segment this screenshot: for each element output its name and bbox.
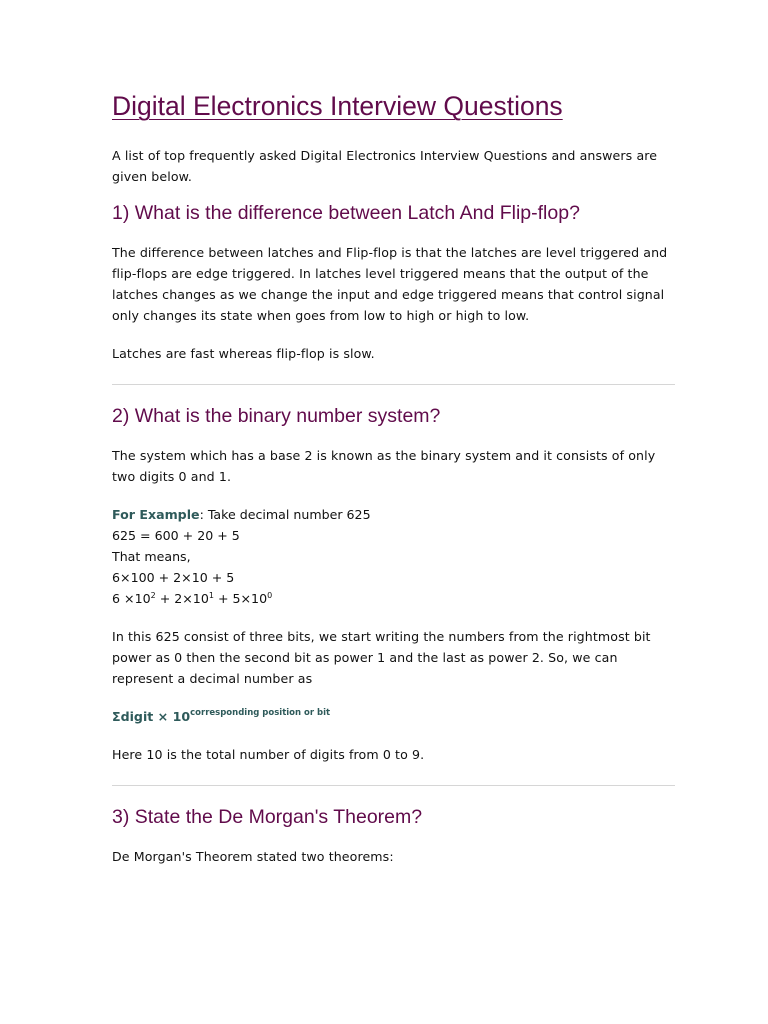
summation-formula bbox=[112, 706, 675, 727]
example-line-5 bbox=[112, 588, 675, 609]
q2-digits-note: Here 10 is the total number of digits from 0 to 9. bbox=[112, 747, 425, 762]
example-text: Take decimal number 625 bbox=[203, 507, 371, 522]
formula-exponent: corresponding position or bit bbox=[190, 708, 331, 718]
power-term-c: + 5×10 bbox=[213, 591, 268, 606]
section-divider-1 bbox=[112, 384, 675, 385]
page-title: Digital Electronics Interview Questions bbox=[112, 91, 563, 121]
q2-answer-paragraph: The system which has a base 2 is known as the binary system and it consists of only two digits 0 and 1. bbox=[112, 448, 656, 484]
formula-main: Σdigit × 10 bbox=[112, 709, 191, 724]
section-divider-2 bbox=[112, 785, 675, 786]
example-block bbox=[112, 504, 675, 609]
power-term-a: 6 ×10 bbox=[112, 591, 151, 606]
question-2-heading: 2) What is the binary number system? bbox=[112, 405, 441, 427]
exponent-c: 0 bbox=[267, 591, 273, 600]
example-label: For Example bbox=[112, 507, 200, 522]
q2-explanation-paragraph: In this 625 consist of three bits, we start writing the numbers from the rightmost bit power as 0 then the second bit as power 1 and the last as power 2. So, we can represent a decimal number as bbox=[112, 629, 651, 686]
q1-answer-paragraph: The difference between latches and Flip-flop is that the latches are level triggered and flip-flops are edge triggered. In latches level triggered means that the output of the latches changes as we change the input and edge triggered means that control signal only changes its state when goes from low to high or high to low. bbox=[112, 245, 668, 323]
power-term-b: + 2×10 bbox=[155, 591, 209, 606]
q1-answer-note: Latches are fast whereas flip-flop is slow. bbox=[112, 346, 375, 361]
example-line-1 bbox=[112, 504, 675, 525]
exponent-a: 2 bbox=[150, 591, 156, 600]
exponent-b: 1 bbox=[208, 591, 214, 600]
example-line-2: 625 = 600 + 20 + 5 bbox=[112, 528, 240, 543]
q3-answer-paragraph: De Morgan's Theorem stated two theorems: bbox=[112, 849, 394, 864]
question-1-heading: 1) What is the difference between Latch And Flip-flop? bbox=[112, 202, 580, 224]
question-3-heading: 3) State the De Morgan's Theorem? bbox=[112, 806, 423, 828]
example-line-4: 6×100 + 2×10 + 5 bbox=[112, 570, 235, 585]
example-line-3: That means, bbox=[112, 549, 191, 564]
example-colon: : bbox=[199, 507, 204, 522]
article-content bbox=[112, 88, 675, 867]
intro-paragraph: A list of top frequently asked Digital Electronics Interview Questions and answers are given below. bbox=[112, 148, 658, 184]
